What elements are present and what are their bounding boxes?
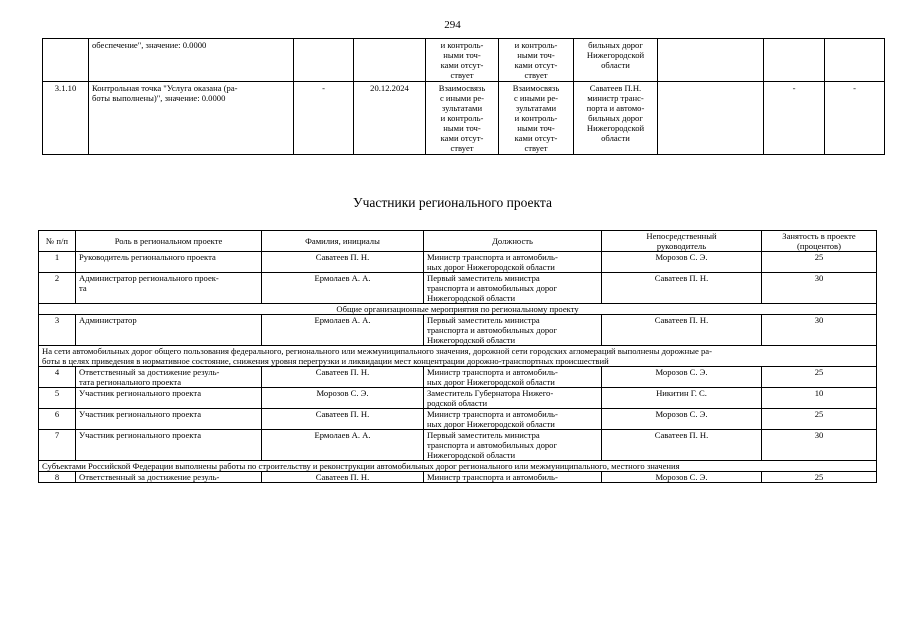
- participant-position: Заместитель Губернатора Нижего- родской области: [424, 388, 602, 409]
- participant-num: 8: [39, 472, 76, 483]
- participant-position: Первый заместитель министра транспорта и автомобильных дорог Нижегородской области: [424, 430, 602, 461]
- participant-manager: Морозов С. Э.: [602, 409, 762, 430]
- participant-row: [39, 252, 877, 273]
- section-title: Участники регионального проекта: [353, 195, 552, 210]
- participant-manager: Никитин Г. С.: [602, 388, 762, 409]
- participant-row: [39, 315, 877, 346]
- participant-num: 3: [39, 315, 76, 346]
- participant-role: Администратор: [76, 315, 262, 346]
- participant-manager: Саватеев П. Н.: [602, 315, 762, 346]
- control-point-cell-c7: Саватеев П.Н. министр транс- порта и автомо- бильных дорог Нижегородской области: [574, 82, 658, 155]
- participant-role: Руководитель регионального проекта: [76, 252, 262, 273]
- control-point-cell-c4: [354, 39, 426, 82]
- participant-num: 6: [39, 409, 76, 430]
- participant-num: 2: [39, 273, 76, 304]
- participant-load: 30: [762, 273, 877, 304]
- participant-row: [39, 273, 877, 304]
- control-point-row: [43, 39, 885, 82]
- participant-name: Ермолаев А. А.: [262, 430, 424, 461]
- participant-load: 25: [762, 367, 877, 388]
- participant-name: Ермолаев А. А.: [262, 273, 424, 304]
- header-manager: Непосредственный руководитель: [602, 231, 762, 252]
- control-point-cell-num: 3.1.10: [43, 82, 89, 155]
- group-row: [39, 461, 877, 472]
- participant-num: 5: [39, 388, 76, 409]
- control-point-cell-c8: [658, 82, 764, 155]
- header-name: Фамилия, инициалы: [262, 231, 424, 252]
- control-point-cell-c4: 20.12.2024: [354, 82, 426, 155]
- control-point-cell-c9: [764, 39, 825, 82]
- participant-role: Участник регионального проекта: [76, 409, 262, 430]
- participant-position: Министр транспорта и автомобиль- ных дорог Нижегородской области: [424, 252, 602, 273]
- header-load: Занятость в проекте (процентов): [762, 231, 877, 252]
- participant-role: Участник регионального проекта: [76, 430, 262, 461]
- control-point-cell-c10: -: [825, 82, 885, 155]
- participant-row: [39, 409, 877, 430]
- group-title: Общие организационные мероприятия по региональному проекту: [39, 304, 877, 315]
- participant-num: 1: [39, 252, 76, 273]
- group-title: Субъектами Российской Федерации выполнены работы по строительству и реконструкции автомобильных дорог регионального или межмуниципального, местного значения: [39, 461, 877, 472]
- participant-row: [39, 430, 877, 461]
- control-point-cell-c6: Взаимосвязь с иными ре- зультатами и контроль- ными точ- ками отсут- ствует: [499, 82, 574, 155]
- participant-position: Министр транспорта и автомобиль-: [424, 472, 602, 483]
- participant-name: Саватеев П. Н.: [262, 409, 424, 430]
- header-position: Должность: [424, 231, 602, 252]
- control-point-cell-c5: Взаимосвязь с иными ре- зультатами и контроль- ными точ- ками отсут- ствует: [426, 82, 499, 155]
- participants-table: [38, 230, 877, 483]
- participant-name: Саватеев П. Н.: [262, 472, 424, 483]
- participant-load: 10: [762, 388, 877, 409]
- participant-load: 25: [762, 252, 877, 273]
- header-num: № п/п: [39, 231, 76, 252]
- participant-row: [39, 367, 877, 388]
- participant-manager: Саватеев П. Н.: [602, 273, 762, 304]
- participant-name: Ермолаев А. А.: [262, 315, 424, 346]
- control-point-cell-c6: и контроль- ными точ- ками отсут- ствует: [499, 39, 574, 82]
- control-point-cell-name: Контрольная точка "Услуга оказана (ра- боты выполнены)", значение: 0.0000: [89, 82, 294, 155]
- participant-num: 4: [39, 367, 76, 388]
- control-point-cell-c8: [658, 39, 764, 82]
- participant-role: Ответственный за достижение резуль-: [76, 472, 262, 483]
- header-role: Роль в региональном проекте: [76, 231, 262, 252]
- participant-row: [39, 472, 877, 483]
- control-point-cell-c3: -: [294, 82, 354, 155]
- group-row: [39, 346, 877, 367]
- control-point-cell-c9: -: [764, 82, 825, 155]
- participant-role: Участник регионального проекта: [76, 388, 262, 409]
- participant-name: Морозов С. Э.: [262, 388, 424, 409]
- participant-num: 7: [39, 430, 76, 461]
- page-number: 294: [444, 19, 461, 31]
- control-point-row: [43, 82, 885, 155]
- participant-load: 30: [762, 315, 877, 346]
- control-point-cell-c10: [825, 39, 885, 82]
- participants-header-row: [39, 231, 877, 252]
- control-point-cell-num: [43, 39, 89, 82]
- participant-role: Администратор регионального проек- та: [76, 273, 262, 304]
- participant-load: 30: [762, 430, 877, 461]
- control-points-table: [42, 38, 885, 155]
- participant-load: 25: [762, 472, 877, 483]
- participant-position: Первый заместитель министра транспорта и автомобильных дорог Нижегородской области: [424, 315, 602, 346]
- participant-name: Саватеев П. Н.: [262, 367, 424, 388]
- participant-manager: Морозов С. Э.: [602, 252, 762, 273]
- participant-position: Первый заместитель министра транспорта и автомобильных дорог Нижегородской области: [424, 273, 602, 304]
- control-point-cell-c7: бильных дорог Нижегородской области: [574, 39, 658, 82]
- participant-manager: Морозов С. Э.: [602, 367, 762, 388]
- participant-role: Ответственный за достижение резуль- тата регионального проекта: [76, 367, 262, 388]
- group-title: На сети автомобильных дорог общего пользования федерального, регионального или межмуниципального значения, дорожной сети городских агломераций выполнены дорожные ра- боты в целях приведения в нормативное состояние, снижения уровня перегрузки и ликвидации мест концентрации дорожно-транспортных происшествий: [39, 346, 877, 367]
- group-row: [39, 304, 877, 315]
- control-point-cell-c5: и контроль- ными точ- ками отсут- ствует: [426, 39, 499, 82]
- control-point-cell-name: обеспечение", значение: 0.0000: [89, 39, 294, 82]
- participant-position: Министр транспорта и автомобиль- ных дорог Нижегородской области: [424, 367, 602, 388]
- participant-name: Саватеев П. Н.: [262, 252, 424, 273]
- participant-manager: Саватеев П. Н.: [602, 430, 762, 461]
- participant-row: [39, 388, 877, 409]
- participant-manager: Морозов С. Э.: [602, 472, 762, 483]
- participant-load: 25: [762, 409, 877, 430]
- participant-position: Министр транспорта и автомобиль- ных дорог Нижегородской области: [424, 409, 602, 430]
- control-point-cell-c3: [294, 39, 354, 82]
